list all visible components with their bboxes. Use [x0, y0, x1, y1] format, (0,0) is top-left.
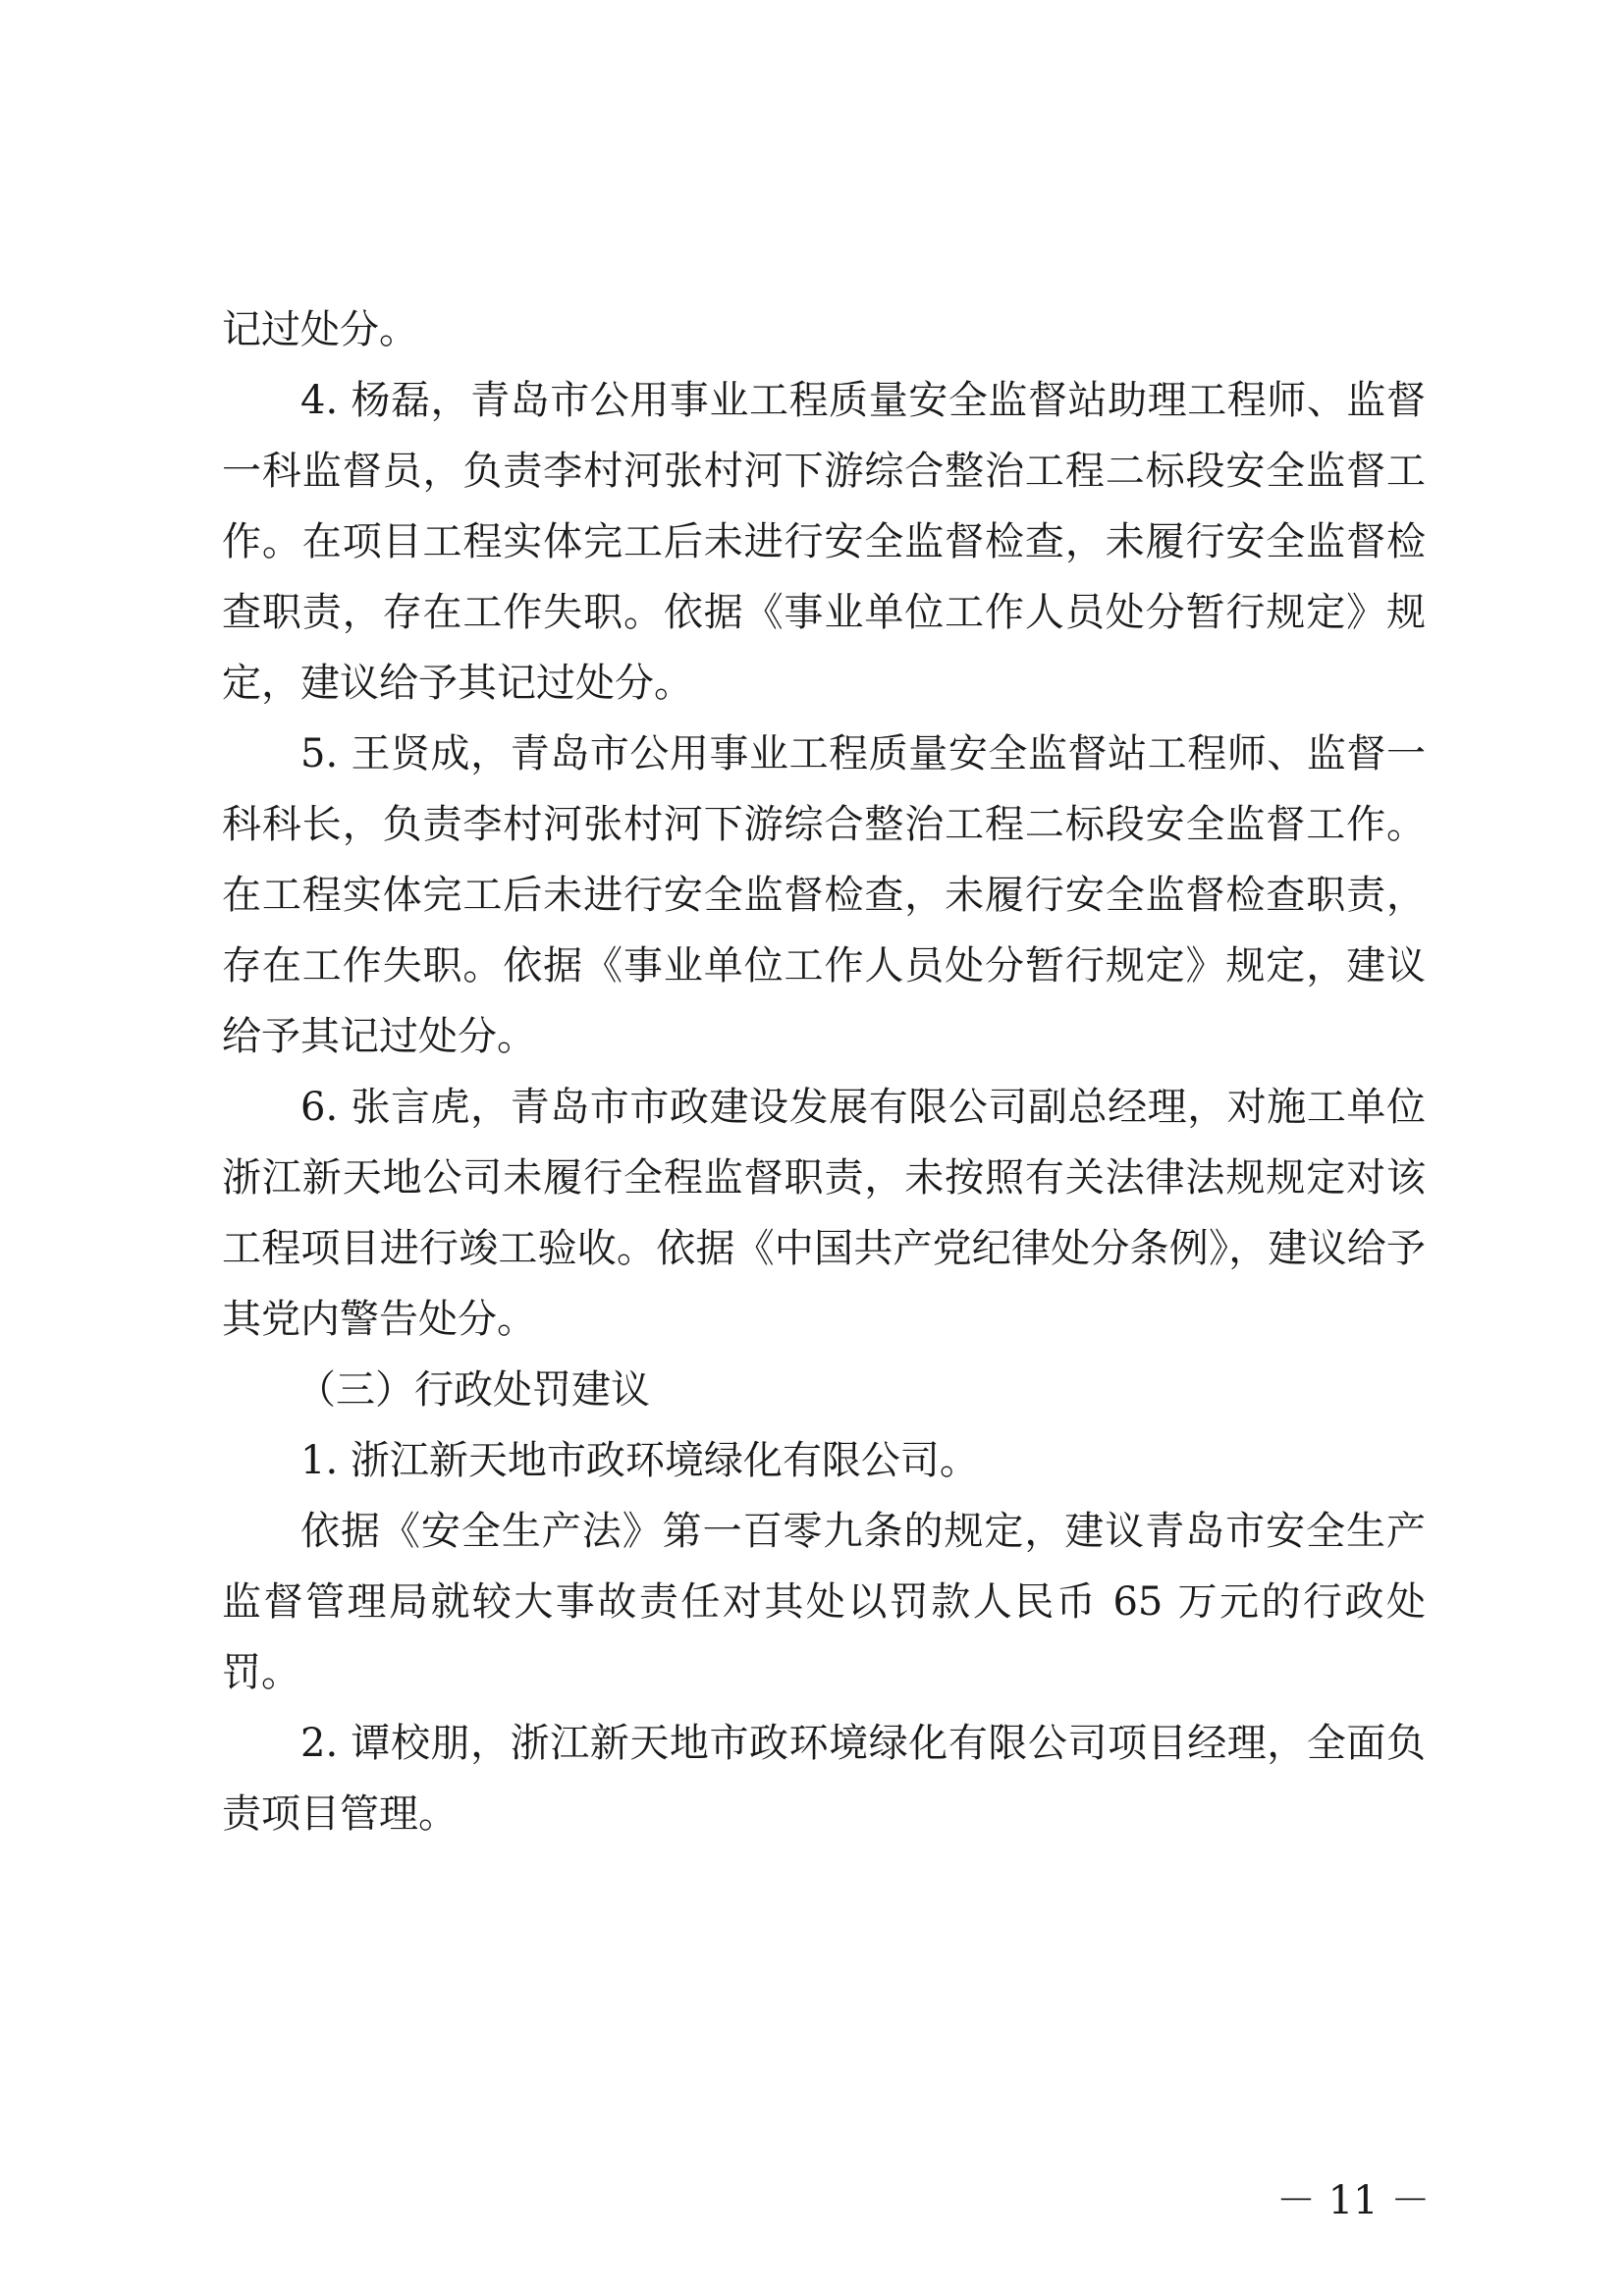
paragraph-item-5: 5. 王贤成，青岛市公用事业工程质量安全监督站工程师、监督一科科长，负责李村河张村河下游综合整治工程二标段安全监督工作。在工程实体完工后未进行安全监督检查，未履行安全监督检查职责，存在工作失职。依据《事业单位工作人员处分暂行规定》规定，建议给予其记过处分。 — [222, 731, 1426, 1059]
document-body — [222, 294, 1426, 1849]
paragraph-item-6: 6. 张言虎，青岛市市政建设发展有限公司副总经理，对施工单位浙江新天地公司未履行全程监督职责，未按照有关法律法规规定对该工程项目进行竣工验收。依据《中国共产党纪律处分条例》，建议给予其党内警告处分。 — [222, 1085, 1426, 1342]
paragraph-penalty-1: 1. 浙江新天地市政环境绿化有限公司。 — [300, 1438, 979, 1483]
paragraph-item-4: 4. 杨磊，青岛市公用事业工程质量安全监督站助理工程师、监督一科监督员，负责李村河张村河下游综合整治工程二标段安全监督工作。在项目工程实体完工后未进行安全监督检查，未履行安全监督检查职责，存在工作失职。依据《事业单位工作人员处分暂行规定》规定，建议给予其记过处分。 — [222, 378, 1426, 706]
paragraph-continuation: 记过处分。 — [222, 307, 418, 352]
paragraph-penalty-basis: 依据《安全生产法》第一百零九条的规定，建议青岛市安全生产监督管理局就较大事故责任对其处以罚款人民币 65 万元的行政处罚。 — [222, 1509, 1426, 1695]
paragraph-penalty-2: 2. 谭校朋，浙江新天地市政环境绿化有限公司项目经理，全面负责项目管理。 — [222, 1721, 1426, 1837]
page-number: － 11 － — [1276, 2178, 1431, 2223]
section-heading: （三）行政处罚建议 — [297, 1367, 650, 1413]
